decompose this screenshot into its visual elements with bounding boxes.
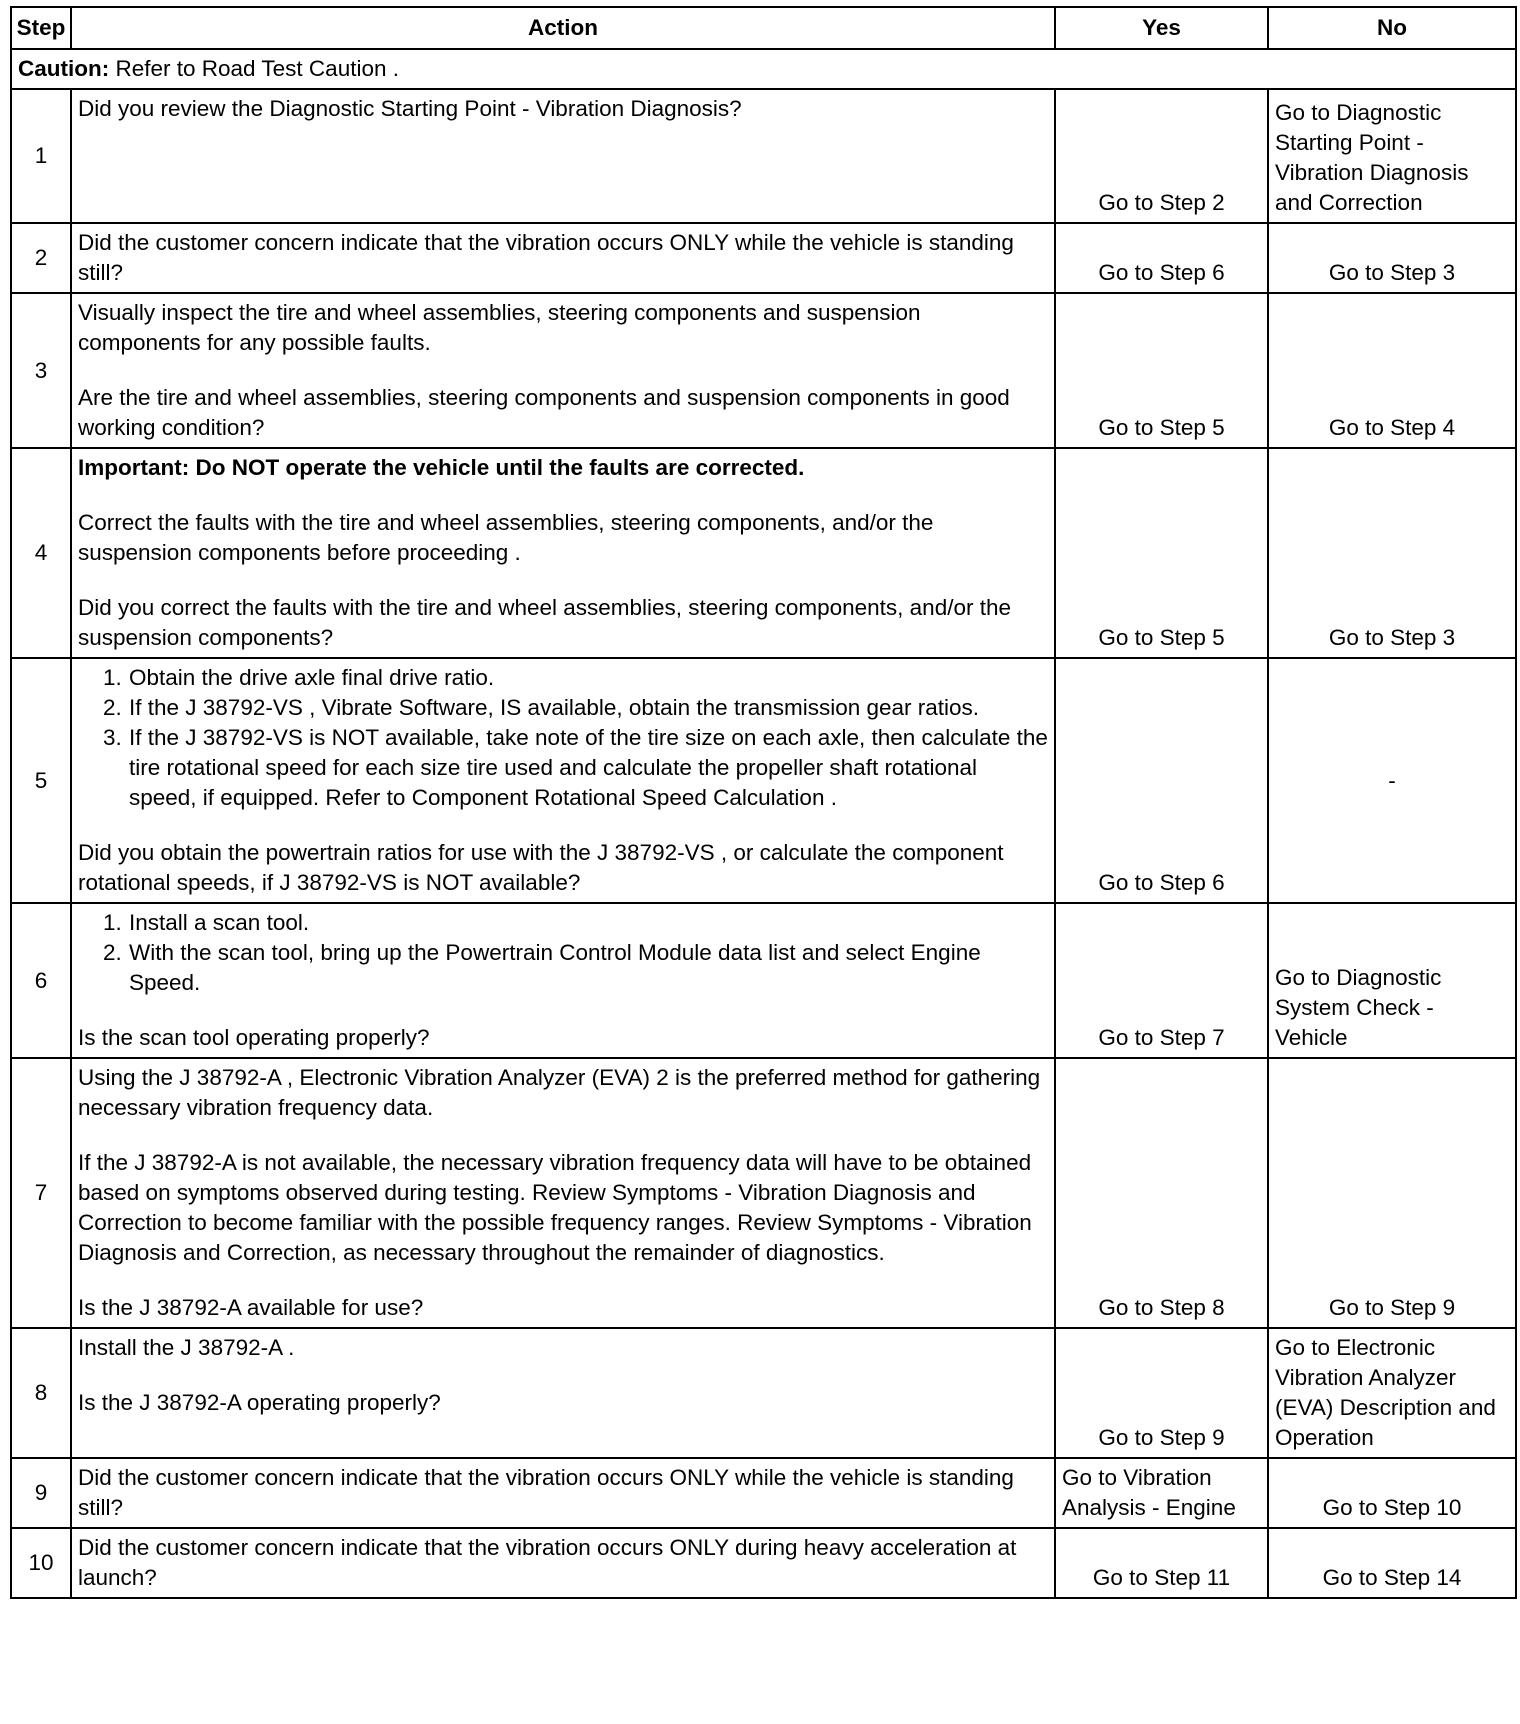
no-cell: Go to Step 9 [1268, 1058, 1516, 1328]
yes-cell: Go to Step 6 [1055, 658, 1268, 903]
action-cell [71, 89, 1055, 223]
action-question: Is the J 38792-A available for use? [78, 1295, 424, 1320]
list-item: 2. If the J 38792-VS , Vibrate Software, IS available, obtain the transmission gear ratios. [128, 693, 1048, 723]
action-text: Did the customer concern indicate that the vibration occurs ONLY during heavy acceleration at launch? [78, 1535, 1017, 1590]
no-cell: - [1268, 658, 1516, 903]
table-row [11, 903, 1516, 1058]
action-question: Is the scan tool operating properly? [78, 1025, 430, 1050]
step-number: 9 [11, 1458, 71, 1528]
yes-cell: Go to Step 2 [1055, 89, 1268, 223]
action-cell [71, 1058, 1055, 1328]
no-cell: Go to Diagnostic Starting Point - Vibration Diagnosis and Correction [1268, 89, 1516, 223]
table-row [11, 658, 1516, 903]
caution-cell [11, 49, 1516, 89]
no-cell: Go to Step 10 [1268, 1458, 1516, 1528]
yes-cell: Go to Step 11 [1055, 1528, 1268, 1598]
header-yes: Yes [1055, 7, 1268, 49]
caution-label: Caution: [18, 56, 110, 81]
header-step: Step [11, 7, 71, 49]
yes-cell: Go to Step 9 [1055, 1328, 1268, 1458]
action-cell [71, 448, 1055, 658]
step-number: 5 [11, 658, 71, 903]
step-number: 6 [11, 903, 71, 1058]
action-question: Did you correct the faults with the tire and wheel assemblies, steering components, and/or the suspension components? [78, 595, 1011, 650]
table-row [11, 1058, 1516, 1328]
action-question: Did you obtain the powertrain ratios for use with the J 38792-VS , or calculate the component rotational speeds, if J 38792-VS is NOT available? [78, 840, 1004, 895]
action-list [78, 663, 1048, 813]
action-text: Did you review the Diagnostic Starting Point - Vibration Diagnosis? [78, 96, 742, 121]
yes-cell: Go to Step 6 [1055, 223, 1268, 293]
no-cell: Go to Step 3 [1268, 223, 1516, 293]
step-number: 10 [11, 1528, 71, 1598]
action-text: Visually inspect the tire and wheel assemblies, steering components and suspension components for any possible faults. [78, 300, 921, 355]
yes-cell: Go to Step 5 [1055, 293, 1268, 448]
action-cell [71, 1458, 1055, 1528]
step-number: 8 [11, 1328, 71, 1458]
list-item: 3. If the J 38792-VS is NOT available, take note of the tire size on each axle, then calculate the tire rotational speed for each size tire used and calculate the propeller shaft rotational speed, if equipped. Refer to Component Rotational Speed Calculation . [128, 723, 1048, 813]
no-cell: Go to Step 3 [1268, 448, 1516, 658]
step-number: 4 [11, 448, 71, 658]
step-number: 3 [11, 293, 71, 448]
caution-text: Refer to Road Test Caution . [115, 56, 399, 81]
action-cell [71, 903, 1055, 1058]
list-item: 1. Install a scan tool. [128, 908, 1048, 938]
header-action: Action [71, 7, 1055, 49]
diagnostic-table [10, 6, 1517, 1599]
step-number: 1 [11, 89, 71, 223]
action-text: Correct the faults with the tire and wheel assemblies, steering components, and/or the suspension components before proceeding . [78, 510, 934, 565]
action-text: If the J 38792-A is not available, the necessary vibration frequency data will have to be obtained based on symptoms observed during testing. Review Symptoms - Vibration Diagnosis and Correction to become familiar with the possible frequency ranges. Review Symptoms - Vibration Diagnosis and Correction, as necessary throughout the remainder of diagnostics. [78, 1150, 1032, 1265]
action-text: Install the J 38792-A . [78, 1335, 295, 1360]
action-text: Using the J 38792-A , Electronic Vibration Analyzer (EVA) 2 is the preferred method for gathering necessary vibration frequency data. [78, 1065, 1041, 1120]
step-number: 2 [11, 223, 71, 293]
action-text: Did the customer concern indicate that the vibration occurs ONLY while the vehicle is standing still? [78, 230, 1014, 285]
table-row [11, 448, 1516, 658]
list-item: 1. Obtain the drive axle final drive ratio. [128, 663, 1048, 693]
no-cell: Go to Step 4 [1268, 293, 1516, 448]
yes-cell: Go to Step 5 [1055, 448, 1268, 658]
action-question: Are the tire and wheel assemblies, steering components and suspension components in good working condition? [78, 385, 1010, 440]
no-cell: Go to Electronic Vibration Analyzer (EVA) Description and Operation [1268, 1328, 1516, 1458]
no-cell: Go to Diagnostic System Check - Vehicle [1268, 903, 1516, 1058]
list-item: 2. With the scan tool, bring up the Powertrain Control Module data list and select Engine Speed. [128, 938, 1048, 998]
header-no: No [1268, 7, 1516, 49]
action-question: Is the J 38792-A operating properly? [78, 1390, 441, 1415]
action-cell [71, 1528, 1055, 1598]
table-row [11, 223, 1516, 293]
action-cell [71, 223, 1055, 293]
caution-row [11, 49, 1516, 89]
yes-cell: Go to Step 7 [1055, 903, 1268, 1058]
table-row [11, 293, 1516, 448]
action-cell [71, 658, 1055, 903]
no-cell: Go to Step 14 [1268, 1528, 1516, 1598]
step-number: 7 [11, 1058, 71, 1328]
yes-cell: Go to Vibration Analysis - Engine [1055, 1458, 1268, 1528]
action-list [78, 908, 1048, 998]
table-row [11, 89, 1516, 223]
table-row [11, 1328, 1516, 1458]
important-note: Important: Do NOT operate the vehicle until the faults are corrected. [78, 455, 805, 480]
action-cell [71, 293, 1055, 448]
action-cell [71, 1328, 1055, 1458]
table-row [11, 1528, 1516, 1598]
yes-cell: Go to Step 8 [1055, 1058, 1268, 1328]
action-text: Did the customer concern indicate that the vibration occurs ONLY while the vehicle is standing still? [78, 1465, 1014, 1520]
table-row [11, 1458, 1516, 1528]
header-row [11, 7, 1516, 49]
